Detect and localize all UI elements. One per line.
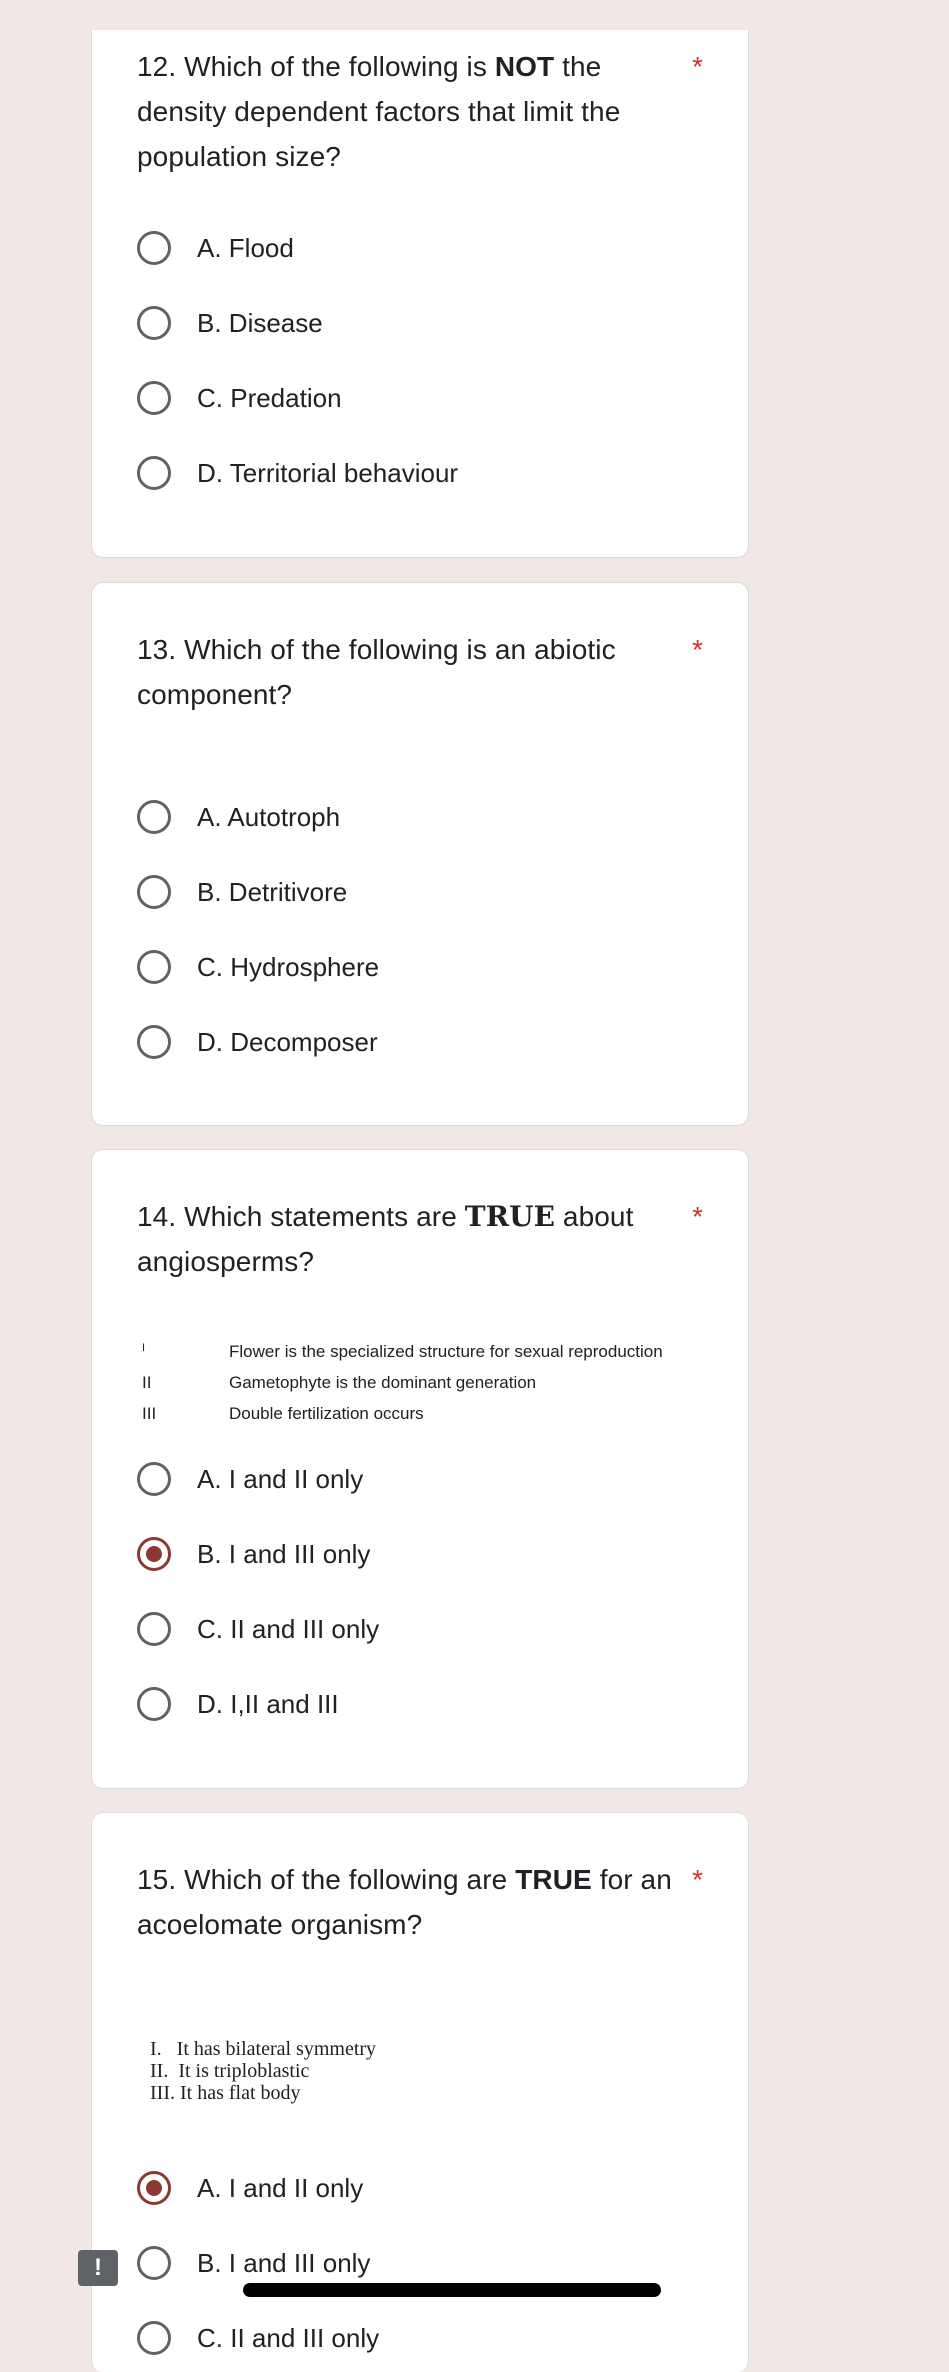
option-13-a[interactable]: A. Autotroph [137,797,340,837]
radio-button[interactable] [137,1462,171,1496]
radio-button[interactable] [137,800,171,834]
radio-button[interactable] [137,381,171,415]
radio-button[interactable] [137,306,171,340]
question-card-12 [91,30,749,558]
question-title-13: 13. Which of the following is an abiotic component? [137,634,616,710]
radio-button[interactable] [137,231,171,265]
option-14-d[interactable]: D. I,II and III [137,1684,339,1724]
radio-button[interactable] [137,456,171,490]
statement-list: I Flower is the specialized structure for sexual reproduction II Gametophyte is the dominant generation III Double fertilization occurs [142,1342,663,1423]
option-12-d[interactable]: D. Territorial behaviour [137,453,458,493]
radio-button[interactable] [137,950,171,984]
option-14-b[interactable]: B. I and III only [137,1534,370,1574]
home-indicator-bar [243,2283,661,2297]
option-13-c[interactable]: C. Hydrosphere [137,947,379,987]
option-14-a[interactable]: A. I and II only [137,1459,363,1499]
option-15-b[interactable]: B. I and III only [137,2243,370,2283]
option-12-b[interactable]: B. Disease [137,303,323,343]
option-14-c[interactable]: C. II and III only [137,1609,379,1649]
question-title-15: 15. Which of the following are TRUE for an acoelomate organism? [137,1864,672,1940]
statement-row: III. It has flat body [150,2082,301,2104]
radio-button[interactable] [137,875,171,909]
radio-button[interactable] [137,2321,171,2355]
option-15-c[interactable]: C. II and III only [137,2318,379,2358]
statement-row: I. It has bilateral symmetry [150,2038,377,2060]
question-title-14: 14. Which statements are TRUE about angiosperms? [137,1200,634,1277]
question-title-12: 12. Which of the following is NOT the density dependent factors that limit the population size? [137,51,621,172]
question-card-14 [91,1149,749,1789]
radio-button-selected[interactable] [137,2171,171,2205]
option-12-c[interactable]: C. Predation [137,378,342,418]
radio-button[interactable] [137,2246,171,2280]
radio-button-selected[interactable] [137,1537,171,1571]
option-12-a[interactable]: A. Flood [137,228,294,268]
required-asterisk: * [692,1201,703,1232]
statement-list [150,2037,376,2105]
option-15-a[interactable]: A. I and II only [137,2168,363,2208]
statement-row: II. It is triploblastic [150,2060,310,2082]
option-13-d[interactable]: D. Decomposer [137,1022,378,1062]
radio-button[interactable] [137,1612,171,1646]
required-asterisk: * [692,634,703,665]
required-asterisk: * [692,1864,703,1895]
report-problem-icon[interactable]: ! [78,2250,118,2286]
option-13-b[interactable]: B. Detritivore [137,872,347,912]
radio-button[interactable] [137,1687,171,1721]
radio-button[interactable] [137,1025,171,1059]
required-asterisk: * [692,51,703,82]
question-card-13 [91,582,749,1126]
